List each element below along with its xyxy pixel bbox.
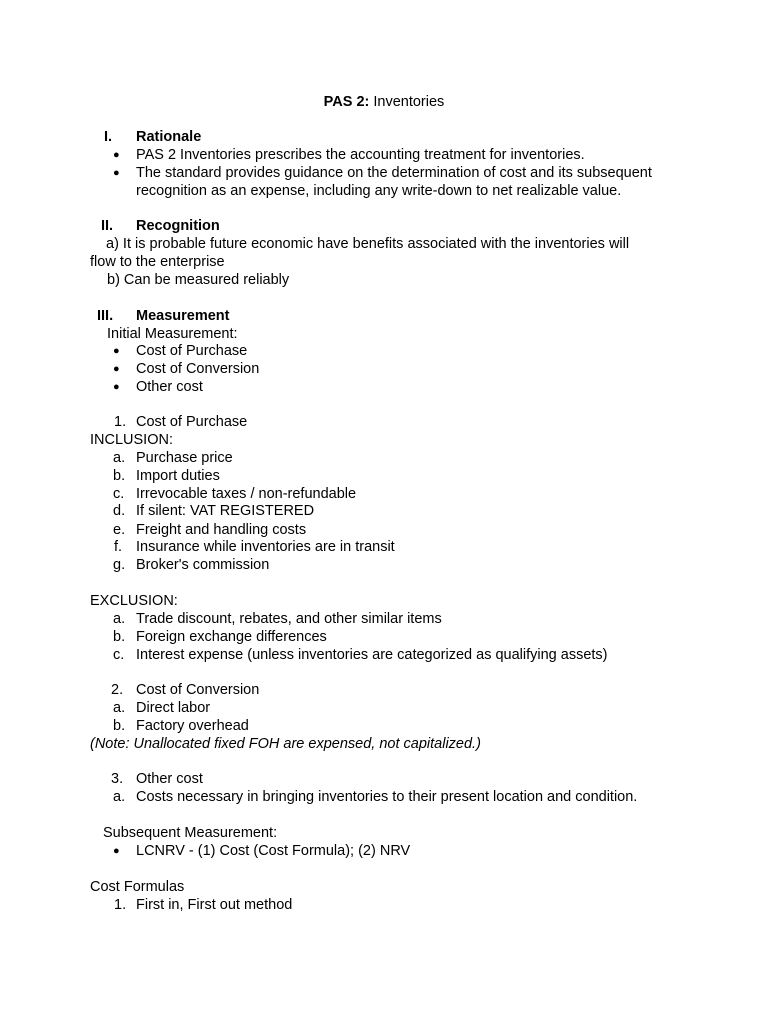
section-title: Measurement	[136, 308, 230, 324]
section-title: Rationale	[136, 129, 202, 145]
item-letter: c.	[113, 647, 125, 663]
item-text: Cost of Conversion	[136, 682, 260, 698]
list-item-text: The standard provides guidance on the determination of cost and its subsequent	[136, 165, 652, 181]
page-title	[0, 93, 768, 111]
bullet-icon: ●	[113, 845, 120, 857]
list-item-text: Insurance while inventories are in transit	[136, 539, 395, 555]
item-letter: c.	[113, 486, 125, 502]
item-letter: g.	[113, 557, 126, 573]
subheading-text: Subsequent Measurement:	[103, 825, 278, 841]
section-title: Recognition	[136, 218, 220, 234]
item-letter: a.	[113, 611, 126, 627]
title-code: PAS 2:	[323, 94, 370, 110]
subheading-text: Initial Measurement:	[107, 326, 238, 342]
item-number: 2.	[111, 682, 124, 698]
item-letter: b.	[113, 629, 126, 645]
item-number: 1.	[114, 897, 127, 913]
item-letter: b.	[113, 468, 126, 484]
item-letter: b.	[113, 718, 126, 734]
list-item-text: Interest expense (unless inventories are categorized as qualifying assets)	[136, 647, 608, 663]
item-letter: a.	[113, 450, 126, 466]
item-letter: f.	[114, 539, 123, 555]
paragraph-text: flow to the enterprise	[90, 254, 225, 270]
note-text: (Note: Unallocated fixed FOH are expensed, not capitalized.)	[90, 736, 481, 752]
list-item-text: Import duties	[136, 468, 220, 484]
title-text: Inventories	[369, 94, 445, 110]
item-text: Other cost	[136, 771, 203, 787]
item-letter: e.	[113, 522, 126, 538]
list-item-text: Freight and handling costs	[136, 522, 307, 538]
subheading-text: Cost Formulas	[90, 879, 185, 895]
paragraph-text: a) It is probable future economic have benefits associated with the inventories will	[106, 236, 630, 252]
bullet-icon: ●	[113, 167, 120, 179]
section-number: III.	[97, 308, 114, 324]
item-letter: a.	[113, 700, 126, 716]
subheading-text: INCLUSION:	[90, 432, 173, 448]
list-item-text: Irrevocable taxes / non-refundable	[136, 486, 357, 502]
list-item-text: Foreign exchange differences	[136, 629, 327, 645]
item-text: First in, First out method	[136, 897, 293, 913]
item-letter: a.	[113, 789, 126, 805]
section-number: I.	[104, 129, 113, 145]
list-item-text: If silent: VAT REGISTERED	[136, 503, 315, 519]
list-item-text: Other cost	[136, 379, 203, 395]
subheading-text: EXCLUSION:	[90, 593, 178, 609]
list-item-text: Direct labor	[136, 700, 211, 716]
list-item-text: LCNRV - (1) Cost (Cost Formula); (2) NRV	[136, 843, 411, 859]
list-item-text: PAS 2 Inventories prescribes the accounting treatment for inventories.	[136, 147, 585, 163]
section-number: II.	[101, 218, 114, 234]
paragraph-text: b) Can be measured reliably	[107, 272, 290, 288]
list-item-text: Trade discount, rebates, and other similar items	[136, 611, 442, 627]
bullet-icon: ●	[113, 149, 120, 161]
list-item-text: Costs necessary in bringing inventories to their present location and condition.	[136, 789, 638, 805]
item-number: 3.	[111, 771, 124, 787]
bullet-icon: ●	[113, 363, 120, 375]
item-number: 1.	[114, 414, 127, 430]
item-letter: d.	[113, 503, 126, 519]
list-item-text: Purchase price	[136, 450, 233, 466]
list-item-text: Cost of Conversion	[136, 361, 260, 377]
item-text: Cost of Purchase	[136, 414, 248, 430]
list-item-text: Cost of Purchase	[136, 343, 248, 359]
bullet-icon: ●	[113, 381, 120, 393]
list-item-text: Broker's commission	[136, 557, 270, 573]
list-item-text: Factory overhead	[136, 718, 249, 734]
bullet-icon: ●	[113, 345, 120, 357]
list-item-text: recognition as an expense, including any write-down to net realizable value.	[136, 183, 622, 199]
